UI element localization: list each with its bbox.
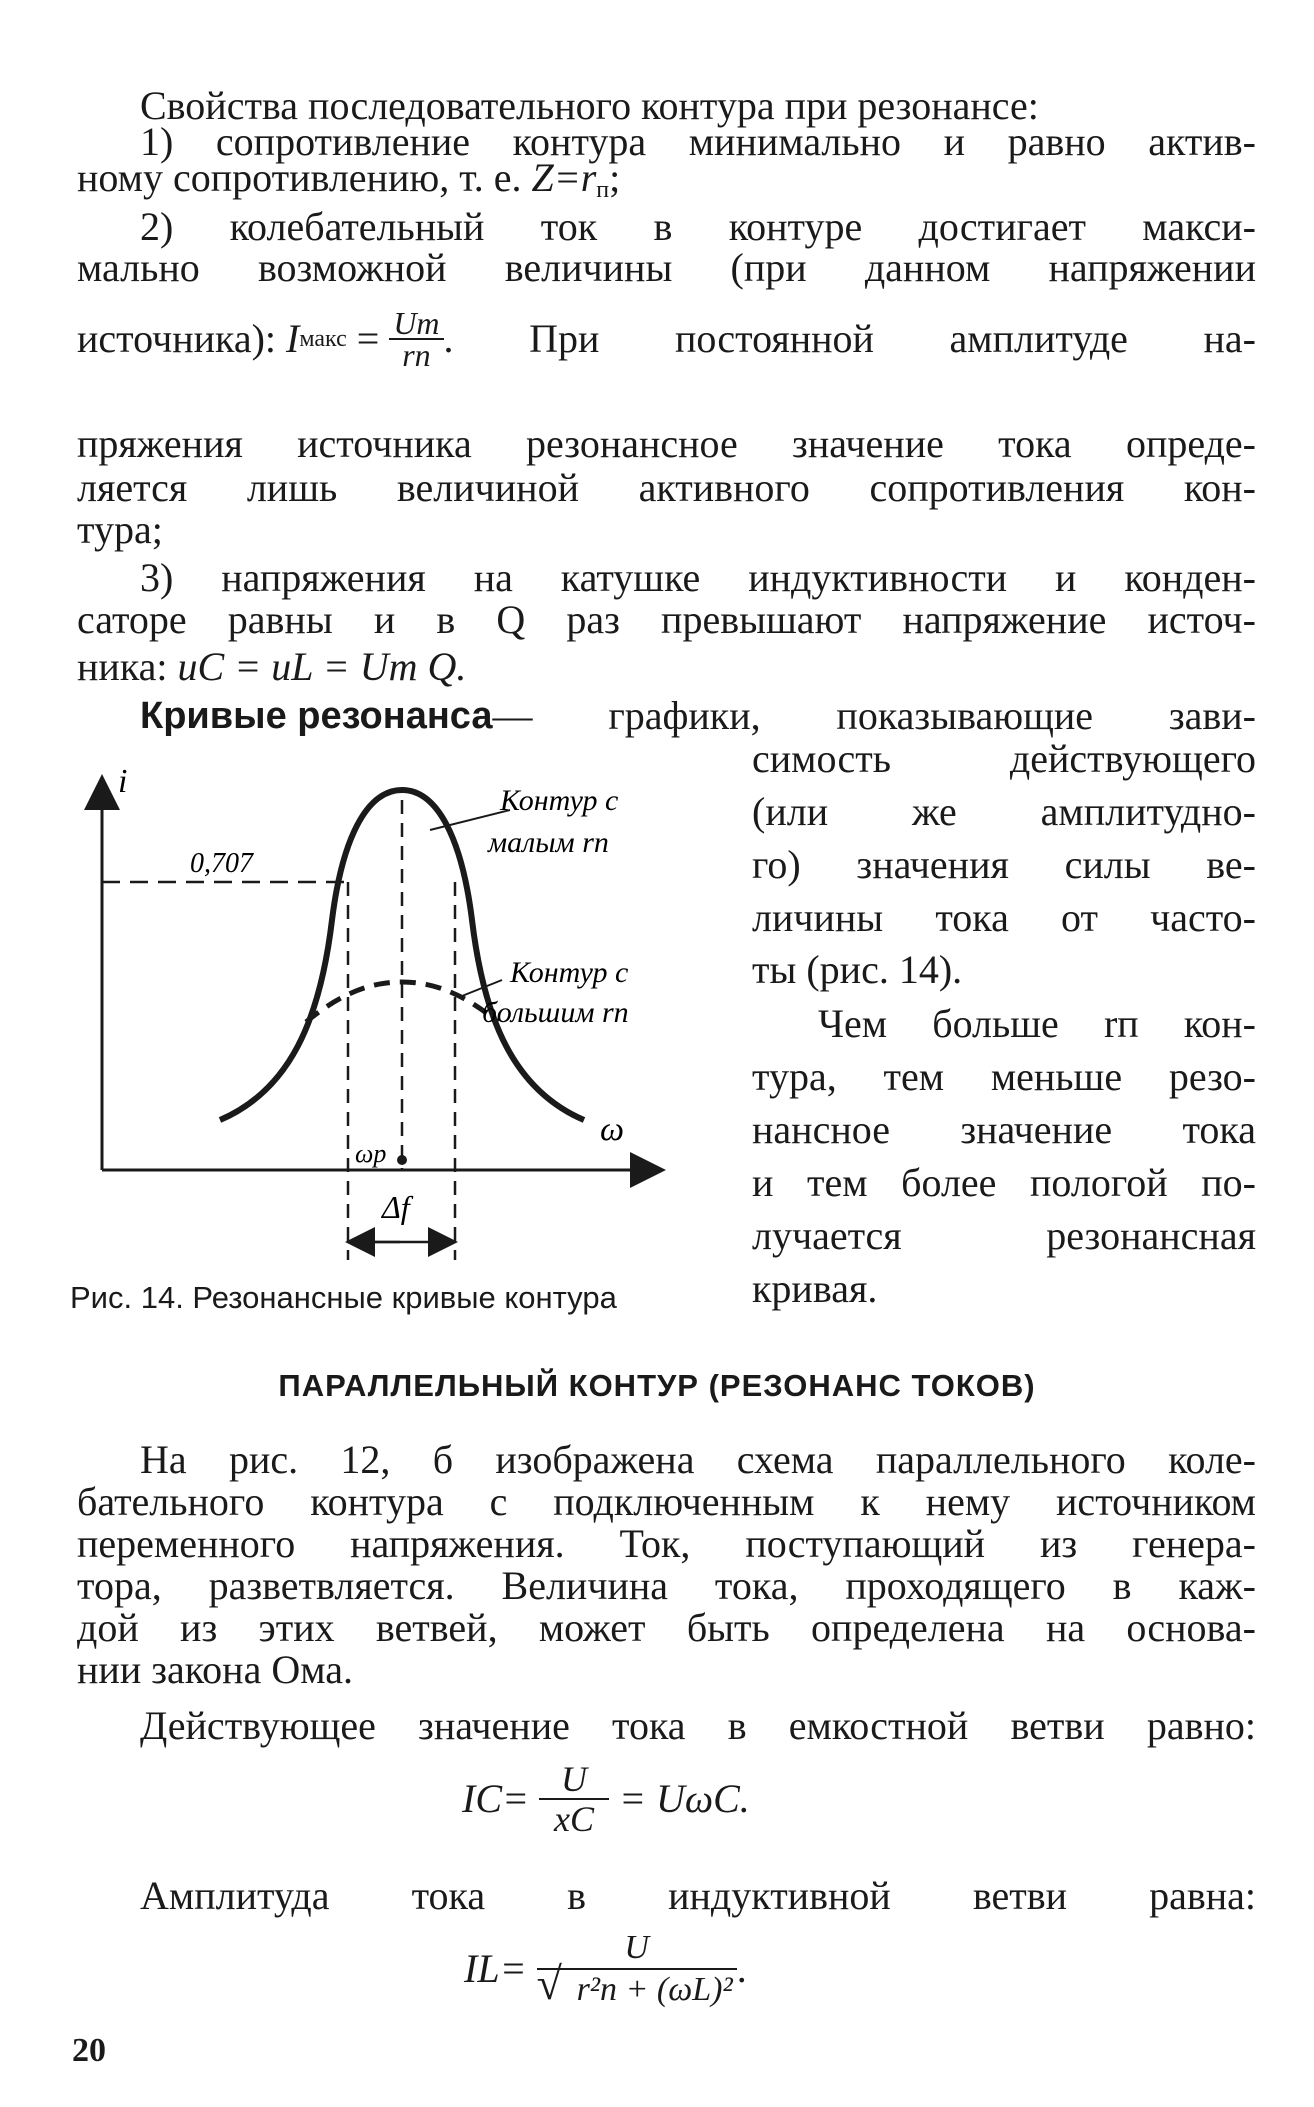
text-line: Действующее значение тока в емкостной ветви равно: (140, 1703, 1256, 1748)
text-line: 3) напряжения на катушке индуктивности и конден- (140, 555, 1256, 600)
text-line: (или же амплитудно- (752, 789, 1256, 834)
text-line: источника): I макс = $\frac{Um}{rп}$ . При постоянной амплитуде на- (77, 305, 1256, 373)
page-number: 20 (72, 2032, 106, 2069)
text-line: и тем более пологой по- (752, 1160, 1256, 1205)
text-line: личины тока от часто- (752, 895, 1256, 940)
omega-p-label: ωp (355, 1139, 387, 1168)
text-line: го) значения силы ве- (752, 842, 1256, 887)
label-small-1: Контур с (500, 784, 619, 817)
text-line: Кривые резонанса — графики, показывающие зави- (140, 693, 1256, 738)
figure-caption: Рис. 14. Резонансные кривые контура (70, 1280, 617, 1315)
text-line: нии закона Ома. (77, 1647, 354, 1692)
text-line: На рис. 12, б изображена схема параллельного коле- (140, 1437, 1256, 1482)
text-line: тура; (77, 507, 163, 552)
text-line: переменного напряжения. Ток, поступающий из генера- (77, 1521, 1256, 1566)
fraction: $\frac{U}{xC}$ (539, 1760, 609, 1838)
text-line: мально возможной величины (при данном напряжении (77, 245, 1256, 290)
text-line: бательного контура с подключенным к нему источником (77, 1479, 1256, 1524)
text-line: ника: uC = uL = Um Q. (77, 644, 467, 689)
label-large-1: Контур с (510, 956, 629, 989)
text-line: дой из этих ветвей, может быть определена на основа- (77, 1605, 1256, 1650)
formula-capacitive: IC= $\frac{U}{xC}$ = UωC. (462, 1759, 750, 1839)
text-line: тора, разветвляется. Величина тока, проходящего в каж- (77, 1563, 1256, 1608)
text-line: симость действующего (752, 736, 1256, 781)
text-line: ляется лишь величиной активного сопротивления кон- (77, 465, 1256, 510)
text-line: кривая. (752, 1266, 878, 1311)
text-line: 2) колебательный ток в контуре достигает макси- (140, 204, 1256, 249)
text-line: ты (рис. 14). (752, 947, 963, 992)
text-line: Свойства последовательного контура при резонансе: (140, 83, 1039, 128)
text-line: тура, тем меньше резо- (752, 1054, 1256, 1099)
resonance-figure (70, 760, 710, 1260)
level-label: 0,707 (190, 848, 253, 879)
sqrt-sign: √ (536, 1958, 562, 2009)
text-line: ному сопротивлению, т. е. $Z=r_п$; (77, 155, 621, 203)
fraction: $\frac{Um}{rп}$ (389, 308, 443, 370)
fraction: U √ r²п + (ωL)² (537, 1928, 737, 2010)
sqrt-denominator: √ r²п + (ωL)² (537, 1968, 737, 2010)
x-axis-label: ω (600, 1111, 625, 1148)
formula-inductive: IL= U √ r²п + (ωL)² . (464, 1929, 747, 2009)
delta-f-label: Δf (382, 1189, 410, 1225)
text-line: лучается резонансная (752, 1213, 1256, 1258)
section-heading: ПАРАЛЛЕЛЬНЫЙ КОНТУР (РЕЗОНАНС ТОКОВ) (278, 1368, 1036, 1403)
text-line: саторе равны и в Q раз превышают напряжение источ- (77, 597, 1256, 642)
text-line: пряжения источника резонансное значение тока опреде- (77, 421, 1256, 466)
label-small-2: малым rп (488, 826, 609, 859)
y-axis-label: i (118, 763, 128, 800)
text-line: Чем больше rп кон- (818, 1001, 1256, 1046)
text-line: нансное значение тока (752, 1107, 1256, 1152)
label-large-2: большим rп (482, 996, 629, 1029)
text-line: Амплитуда тока в индуктивной ветви равна: (140, 1873, 1256, 1918)
resonance-point (397, 1155, 407, 1165)
text-line: 1) сопротивление контура минимально и равно актив- (140, 119, 1256, 164)
